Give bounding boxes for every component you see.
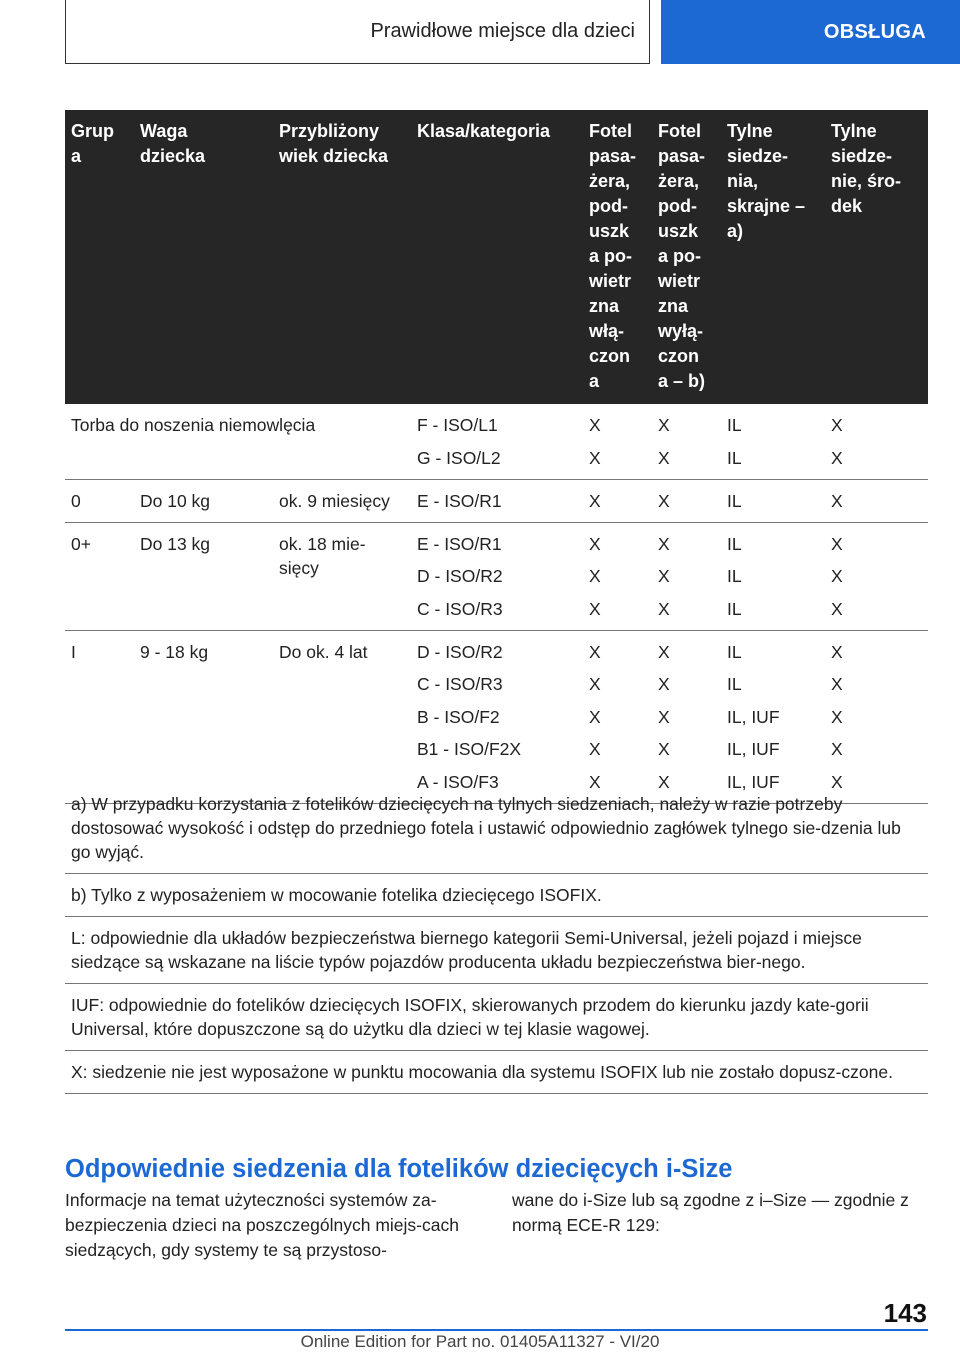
table-header-cell — [65, 110, 134, 404]
cell-value: IL, IUF — [727, 739, 780, 759]
header-line: czon — [658, 346, 700, 366]
cell-value: X — [658, 598, 670, 619]
table-cell — [825, 522, 928, 630]
cell-value: X — [831, 706, 843, 727]
table-cell — [721, 630, 825, 803]
cell-value: B1 - ISO/F2X — [417, 739, 522, 759]
header-line: żera, — [589, 171, 631, 191]
table-header-cell — [721, 110, 825, 404]
cell-value: X — [589, 641, 601, 662]
cell-value: X — [589, 706, 601, 727]
header-line: Klasa/kategoria — [417, 121, 551, 141]
cell-value: IL, IUF — [727, 771, 780, 792]
cell-value: X — [831, 447, 843, 468]
cell-value: X — [831, 598, 843, 619]
table-cell — [825, 404, 928, 479]
table-header-cell — [825, 110, 928, 404]
header-line: a) — [727, 221, 744, 241]
table-cell: Do 13 kg — [134, 522, 273, 630]
cell-value: X — [831, 739, 843, 759]
cell-value: X — [589, 598, 601, 619]
cell-value: X — [831, 566, 843, 586]
note-item: L: odpowiednie dla układów bezpieczeństwa biernego kategorii Semi-Universal, jeżeli pojazd i miejsce siedzące są wskazane na liście typów pojazdów producenta układu bezpieczeństwa bier-nego. — [65, 917, 928, 984]
table-cell: I — [65, 630, 134, 803]
header-line: wietr — [589, 271, 632, 291]
note-item: a) W przypadku korzystania z fotelików dziecięcych na tylnych siedzeniach, należy w razie potrzeby dostosować wysokość i odstęp do przedniego fotela i ustawić odpowiednio zagłówek tylnego sie-dzenia lub go wyjąć. — [65, 783, 928, 874]
header-line: Przybliżony — [279, 121, 380, 141]
cell-value: B - ISO/F2 — [417, 706, 500, 727]
header-tab-obsluga[interactable] — [661, 0, 960, 64]
table-header-cell — [583, 110, 652, 404]
header-line: Tylne — [727, 121, 773, 141]
cell-value: X — [589, 566, 601, 586]
footer-divider — [65, 1329, 928, 1331]
table-header-row — [65, 110, 928, 404]
header-line: żera, — [658, 171, 700, 191]
cell-value: IL — [727, 674, 742, 694]
cell-value: X — [831, 674, 843, 694]
note-item: IUF: odpowiednie do fotelików dziecięcych ISOFIX, skierowanych przodem do kierunku jazdy kate-gorii Universal, które dopuszczone są do użytku dla dzieci w tej klasie wagowej. — [65, 984, 928, 1051]
cell-value: C - ISO/R3 — [417, 674, 503, 694]
cell-value: X — [831, 641, 843, 662]
header-line: Grup — [71, 121, 114, 141]
section-heading: Odpowiednie siedzenia dla fotelików dziecięcych i-Size — [65, 1155, 733, 1183]
header-line: wyłą- — [658, 321, 704, 341]
cell-value: X — [589, 674, 601, 694]
note-item: X: siedzenie nie jest wyposażone w punktu mocowania dla systemu ISOFIX lub nie zostało dopusz-czone. — [65, 1051, 928, 1094]
cell-value: X — [831, 490, 843, 511]
table-cell — [411, 404, 583, 479]
header-line: nie, śro- — [831, 171, 902, 191]
table-cell: 0+ — [65, 522, 134, 630]
cell-value: X — [658, 415, 670, 435]
cell-value: X — [658, 739, 670, 759]
table-cell: ok. 9 miesięcy — [273, 479, 411, 522]
cell-value: C - ISO/R3 — [417, 598, 503, 619]
cell-value: X — [831, 533, 843, 554]
table-cell — [652, 522, 721, 630]
table-header-cell — [652, 110, 721, 404]
header-line: Fotel — [658, 121, 701, 141]
cell-value: X — [831, 415, 843, 435]
table-row — [65, 404, 928, 479]
cell-value: X — [831, 771, 843, 792]
cell-value: X — [589, 739, 601, 759]
table-cell — [652, 479, 721, 522]
cell-value: X — [658, 566, 670, 586]
table-cell — [583, 404, 652, 479]
cell-value: X — [589, 533, 601, 554]
header-line: dek — [831, 196, 863, 216]
header-line: dziecka — [140, 146, 206, 166]
table-cell: 9 - 18 kg — [134, 630, 273, 803]
cell-value: X — [658, 674, 670, 694]
header-line: siedze- — [727, 146, 789, 166]
cell-value: X — [658, 447, 670, 468]
header-line: zna — [658, 296, 689, 316]
cell-value: IL — [727, 598, 742, 619]
cell-value: X — [658, 706, 670, 727]
header-line: uszk — [658, 221, 699, 241]
header-line: siedze- — [831, 146, 893, 166]
header-line: skrajne – — [727, 196, 806, 216]
body-text-right-column: wane do i-Size lub są zgodne z i–Size — zgodnie z normą ECE-R 129: — [512, 1190, 909, 1235]
table-cell — [825, 630, 928, 803]
header-line: wiek dziecka — [279, 146, 389, 166]
header-line: nia, — [727, 171, 759, 191]
header-line: włą- — [589, 321, 625, 341]
cell-value: E - ISO/R1 — [417, 490, 502, 511]
header-line: Tylne — [831, 121, 877, 141]
cell-value: IL — [727, 533, 742, 554]
table-cell — [583, 630, 652, 803]
table-header-cell — [134, 110, 273, 404]
table-cell — [411, 479, 583, 522]
cell-value: IL — [727, 490, 742, 511]
table-cell — [721, 522, 825, 630]
header-line: a — [589, 371, 600, 391]
cell-value: G - ISO/L2 — [417, 447, 501, 468]
header-line: pod- — [658, 196, 697, 216]
header-line: a — [71, 146, 82, 166]
cell-value: X — [589, 771, 601, 792]
cell-value: X — [658, 533, 670, 554]
cell-value: D - ISO/R2 — [417, 641, 503, 662]
cell-value: IL — [727, 447, 742, 468]
table-cell: ok. 18 mie- sięcy — [273, 522, 411, 630]
cell-value: IL — [727, 415, 742, 435]
table-row — [65, 479, 928, 522]
header-line: pasa- — [589, 146, 637, 166]
header-line: pod- — [589, 196, 628, 216]
table-row — [65, 522, 928, 630]
header-line: a po- — [658, 246, 701, 266]
header-line: a – b) — [658, 371, 706, 391]
table-cell: 0 — [65, 479, 134, 522]
cell-value: X — [658, 490, 670, 511]
cell-value: A - ISO/F3 — [417, 771, 499, 792]
cell-value: IL — [727, 641, 742, 662]
footer-edition: Online Edition for Part no. 01405A11327 - VI/20 — [300, 1332, 660, 1351]
cell-value: X — [589, 490, 601, 511]
table-cell — [583, 522, 652, 630]
header-line: zna — [589, 296, 620, 316]
header-line: Waga — [140, 121, 188, 141]
table-cell — [721, 404, 825, 479]
header-line: uszk — [589, 221, 630, 241]
note-item: b) Tylko z wyposażeniem w mocowanie fotelika dziecięcego ISOFIX. — [65, 874, 928, 917]
section-title: Prawidłowe miejsce dla dzieci — [370, 20, 635, 42]
table-cell — [411, 522, 583, 630]
cell-value: X — [658, 641, 670, 662]
table-cell — [721, 479, 825, 522]
cell-value: IL — [727, 566, 742, 586]
table-cell: Torba do noszenia niemowlęcia — [65, 404, 411, 479]
body-text-left-column: Informacje na temat użyteczności systemów za-bezpieczenia dzieci na poszczególnych miejs-cach siedzących, gdy systemy te są przystoso- — [65, 1190, 459, 1260]
tab-label: OBSŁUGA — [823, 20, 926, 43]
cell-value: IL, IUF — [727, 706, 780, 727]
table-cell — [652, 630, 721, 803]
table-notes — [65, 783, 928, 1094]
table-cell — [825, 479, 928, 522]
header-section-title — [65, 0, 650, 64]
cell-value: X — [589, 415, 601, 435]
table-cell — [583, 479, 652, 522]
header-line: a po- — [589, 246, 632, 266]
table-cell: Do ok. 4 lat — [273, 630, 411, 803]
child-seat-table — [65, 110, 928, 804]
cell-value: E - ISO/R1 — [417, 533, 502, 554]
header-line: pasa- — [658, 146, 706, 166]
table-header-cell — [273, 110, 411, 404]
header-line: wietr — [658, 271, 701, 291]
cell-value: D - ISO/R2 — [417, 566, 503, 586]
table-cell — [411, 630, 583, 803]
header-line: Fotel — [589, 121, 632, 141]
cell-value: F - ISO/L1 — [417, 415, 498, 435]
cell-value: X — [658, 771, 670, 792]
table-cell — [652, 404, 721, 479]
table-header-cell — [411, 110, 583, 404]
page-number: 143 — [883, 1298, 927, 1328]
table-cell: Do 10 kg — [134, 479, 273, 522]
header-line: czon — [589, 346, 631, 366]
table-row — [65, 630, 928, 803]
cell-value: X — [589, 447, 601, 468]
